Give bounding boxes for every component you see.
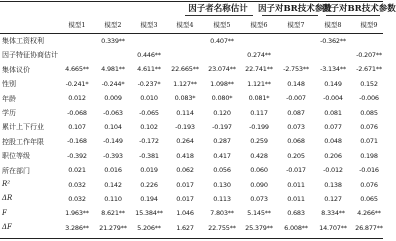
table-cell: 0.205 (287, 151, 305, 160)
model-header-6: 模型6 (250, 21, 268, 29)
table-cell: 0.138 (324, 180, 342, 189)
table-cell: -0.068 (67, 108, 87, 117)
table-cell: 0.127 (324, 194, 342, 203)
row-label: 集体议价 (2, 65, 30, 74)
table-cell: 0.021 (68, 166, 86, 175)
table-cell: 0.062 (176, 166, 194, 175)
table-cell: 0.417 (213, 151, 231, 160)
table-cell: 21.279** (99, 223, 127, 232)
table-cell: 0.198 (360, 151, 378, 160)
row-label: 所在部门 (2, 166, 30, 175)
table-cell: -0.168 (67, 137, 87, 146)
table-cell: 0.142 (104, 180, 122, 189)
row-label: ΔR (2, 194, 13, 203)
group-header-2: 因子对BR技术参数 (258, 4, 332, 14)
table-cell: 0.032 (68, 180, 86, 189)
row-label: 控股工作年限 (2, 137, 44, 146)
table-cell: 4.266** (357, 209, 381, 218)
table-cell: 22.665** (171, 65, 199, 74)
table-cell: -0.197 (212, 122, 232, 131)
table-cell: 0.152 (360, 79, 378, 88)
table-cell: -0.207** (356, 50, 382, 59)
table-cell: 0.683 (287, 209, 305, 218)
table-cell: 1.121** (247, 79, 271, 88)
table-cell: 0.077 (324, 122, 342, 131)
table-cell: -0.199 (249, 122, 269, 131)
table-cell: 22.741** (245, 65, 273, 74)
table-cell: 0.194 (140, 194, 158, 203)
table-cell: 4.611** (137, 65, 161, 74)
table-cell: 0.264 (176, 137, 194, 146)
table-cell: -0.381 (139, 151, 159, 160)
header-rule (0, 33, 383, 34)
table-cell: 0.407** (210, 36, 234, 45)
row-label: 集体工资权利 (2, 37, 44, 45)
table-cell: 0.081 (324, 108, 342, 117)
table-cell: 0.009 (104, 94, 122, 103)
table-cell: -0.393 (103, 151, 123, 160)
table-cell: 3.286** (65, 223, 89, 232)
table-cell: 4.981** (101, 65, 125, 74)
row-label: 性别 (2, 80, 16, 89)
table-cell: 0.019 (140, 166, 158, 175)
table-cell: 0.010 (140, 94, 158, 103)
group-header-3: 因子对BR技术参数 (322, 4, 396, 14)
table-cell: 0.446** (137, 50, 161, 59)
table-cell: -0.244* (101, 79, 125, 88)
table-cell: -0.063 (103, 108, 123, 117)
table-cell: 0.076 (360, 180, 378, 189)
table-cell: 0.287 (213, 137, 231, 146)
table-cell: -0.017 (286, 166, 306, 175)
group-line-3 (326, 15, 380, 16)
model-header-4: 模型4 (176, 21, 194, 29)
table-cell: 1.127** (173, 79, 197, 88)
table-cell: 0.087 (287, 108, 305, 117)
table-cell: -0.149 (103, 137, 123, 146)
group-header-1: 因子者名称估计 (188, 4, 248, 14)
table-cell: 25.379** (245, 223, 273, 232)
table-cell: 0.080* (211, 94, 233, 103)
table-cell: 0.065 (360, 194, 378, 203)
model-header-2: 模型2 (104, 21, 122, 29)
table-cell: 0.012 (68, 94, 86, 103)
table-cell: 0.071 (360, 137, 378, 146)
table-cell: 0.090 (250, 180, 268, 189)
table-cell: -2.753** (283, 65, 309, 74)
table-cell: 0.107 (68, 122, 86, 131)
table-cell: 0.016 (104, 166, 122, 175)
table-cell: 0.073 (250, 194, 268, 203)
table-cell: 1.963** (65, 209, 89, 218)
table-cell: 0.113 (213, 194, 231, 203)
table-cell: 7.803** (210, 209, 234, 218)
group-line-1 (185, 15, 253, 16)
row-label: 年龄 (2, 94, 16, 103)
table-cell: -0.006 (359, 94, 379, 103)
table-cell: -0.193 (175, 122, 195, 131)
model-header-3: 模型3 (140, 21, 158, 29)
table-cell: 0.011 (287, 194, 305, 203)
table-cell: 8.621** (101, 209, 125, 218)
table-cell: 0.083* (174, 94, 196, 103)
model-header-1: 模型1 (68, 21, 86, 29)
table-cell: -3.134** (320, 65, 346, 74)
table-cell: 1.098** (210, 79, 234, 88)
table-cell: -0.241* (65, 79, 89, 88)
table-cell: 0.073 (287, 122, 305, 131)
table-cell: 0.110 (104, 194, 122, 203)
table-cell: 1.046 (176, 209, 194, 218)
table-cell: 0.104 (104, 122, 122, 131)
table-cell: 0.117 (250, 108, 268, 117)
row-label: R² (2, 180, 11, 188)
table-cell: 0.274** (247, 50, 271, 59)
table-cell: 0.032 (68, 194, 86, 203)
table-cell: 6.008** (284, 223, 308, 232)
table-cell: 0.148 (287, 79, 305, 88)
row-label: F (2, 208, 7, 217)
group-line-2 (262, 15, 318, 16)
row-label: 累计上下行业 (2, 123, 44, 132)
table-cell: -0.012 (323, 166, 343, 175)
table-cell: 0.102 (140, 122, 158, 131)
model-header-5: 模型5 (213, 21, 231, 29)
model-header-7: 模型7 (287, 21, 305, 29)
table-cell: 15.384** (135, 209, 163, 218)
row-label: 因子特征协商估计 (2, 51, 58, 60)
table-cell: -0.172 (139, 137, 159, 146)
table-cell: 0.081* (248, 94, 270, 103)
table-cell: 22.755** (208, 223, 236, 232)
table-cell: 0.120 (213, 108, 231, 117)
table-cell: -0.362** (320, 36, 346, 45)
row-label: ΔF (2, 223, 12, 232)
table-cell: 0.149 (324, 79, 342, 88)
bottom-rule (0, 238, 383, 239)
table-cell: -0.237* (137, 79, 161, 88)
table-cell: 0.428 (250, 151, 268, 160)
table-cell: 0.011 (287, 180, 305, 189)
table-cell: 1.627 (176, 223, 194, 232)
row-label: 学历 (2, 109, 16, 117)
table-cell: -0.004 (323, 94, 343, 103)
table-cell: 0.130 (213, 180, 231, 189)
table-cell: 0.017 (176, 180, 194, 189)
model-header-8: 模型8 (324, 21, 342, 29)
model-header-9: 模型9 (360, 21, 378, 29)
table-cell: 0.206 (324, 151, 342, 160)
table-cell: 0.259 (250, 137, 268, 146)
table-cell: 0.068 (287, 137, 305, 146)
table-cell: 0.048 (324, 137, 342, 146)
table-cell: 23.074** (208, 65, 236, 74)
table-cell: -0.007 (286, 94, 306, 103)
row-label: 职位等级 (2, 152, 30, 161)
table-cell: -0.392 (67, 151, 87, 160)
table-cell: 0.085 (360, 108, 378, 117)
table-cell: 4.665** (65, 65, 89, 74)
table-cell: -0.016 (359, 166, 379, 175)
table-cell: 0.017 (176, 194, 194, 203)
table-cell: -0.065 (139, 108, 159, 117)
table-cell: 0.076 (360, 122, 378, 131)
table-cell: -2.671** (356, 65, 382, 74)
table-cell: 8.334** (321, 209, 345, 218)
table-cell: 0.226 (140, 180, 158, 189)
table-cell: 0.418 (176, 151, 194, 160)
table-cell: 14.707** (319, 223, 347, 232)
table-cell: 5.206** (137, 223, 161, 232)
table-cell: 0.060 (250, 166, 268, 175)
table-cell: 5.145** (247, 209, 271, 218)
table-cell: 0.339** (101, 36, 125, 45)
table-cell: 26.877** (355, 223, 383, 232)
table-cell: 0.056 (213, 166, 231, 175)
table-cell: 0.114 (176, 108, 194, 117)
